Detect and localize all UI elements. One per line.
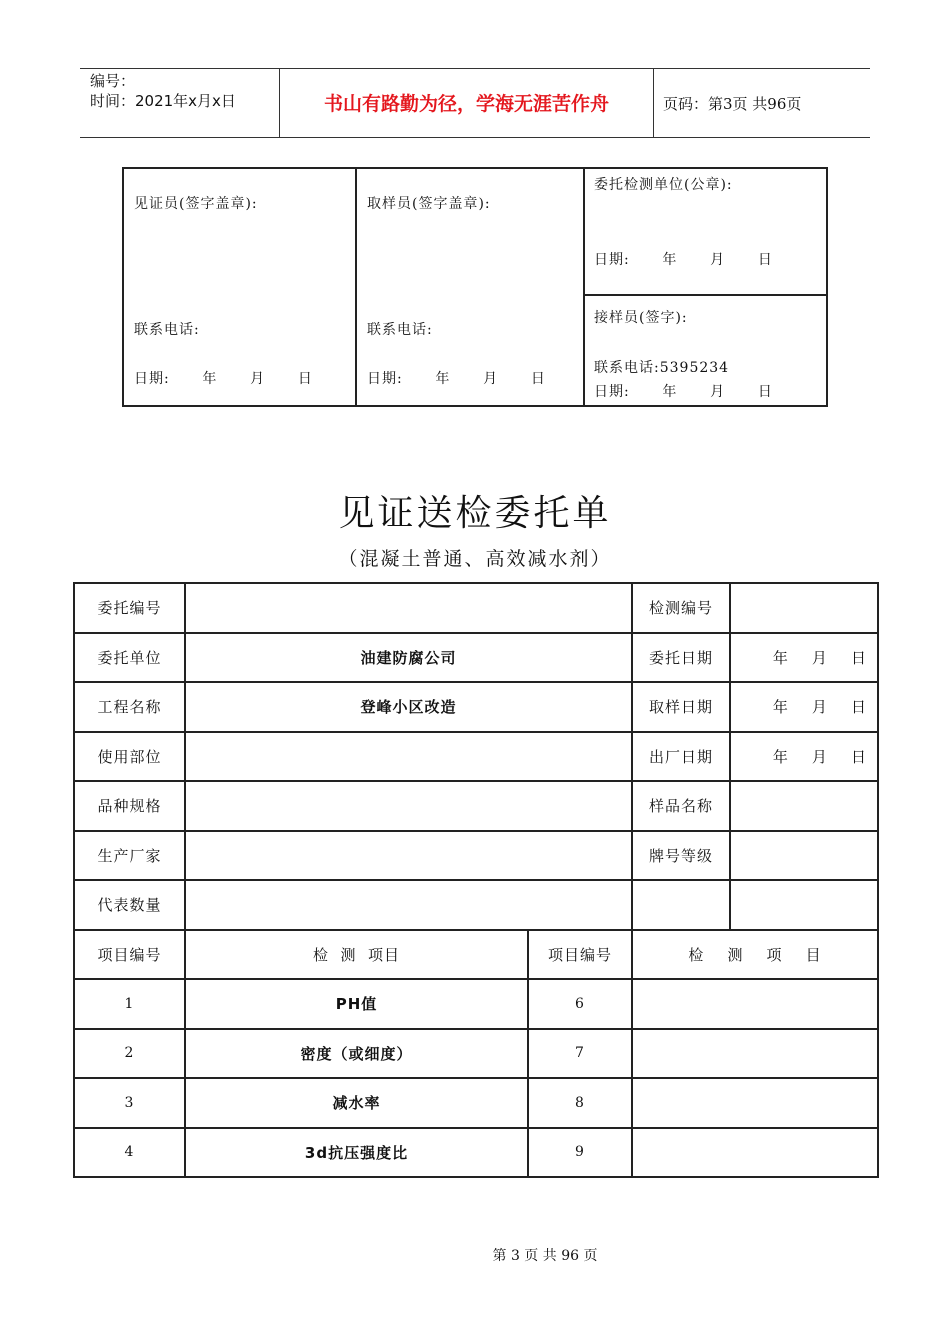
page-header xyxy=(80,68,870,138)
test-unit-label: 委托检测单位(公章): xyxy=(594,177,733,193)
items-header-row xyxy=(74,930,878,980)
quantity-field[interactable] xyxy=(185,880,632,930)
project-label: 工程名称 xyxy=(74,682,185,732)
commission-date-label: 委托日期 xyxy=(632,633,730,683)
usage-label: 使用部位 xyxy=(74,732,185,782)
spec-label: 品种规格 xyxy=(74,781,185,831)
item-no: 3 xyxy=(74,1078,185,1128)
item-name: PH值 xyxy=(185,979,528,1029)
factory-date-field[interactable]: 年 月 日 xyxy=(730,732,878,782)
form-row xyxy=(74,633,878,683)
receiver-label: 接样员(签字): xyxy=(594,310,688,326)
time-label: 时间：2021年x月x日 xyxy=(90,92,236,110)
commission-no-label: 委托编号 xyxy=(74,583,185,633)
item-no: 2 xyxy=(74,1029,185,1079)
witness-date: 日期: 年 月 日 xyxy=(134,371,313,387)
page-footer: 第 3 页 共 96 页 xyxy=(492,1248,598,1264)
test-unit-date: 日期: 年 月 日 xyxy=(594,252,773,268)
item-name-header: 检 测 项目 xyxy=(185,930,528,980)
client-field[interactable]: 油建防腐公司 xyxy=(185,633,632,683)
signature-box xyxy=(122,167,828,407)
sample-date-label: 取样日期 xyxy=(632,682,730,732)
item-row xyxy=(74,979,878,1029)
usage-field[interactable] xyxy=(185,732,632,782)
form-row xyxy=(74,781,878,831)
item-name2[interactable] xyxy=(632,1029,878,1079)
factory-date-label: 出厂日期 xyxy=(632,732,730,782)
blank-cell[interactable] xyxy=(632,880,730,930)
header-page-info: 页码：第3页 共96页 xyxy=(663,95,802,113)
item-name: 3d抗压强度比 xyxy=(185,1128,528,1178)
item-no-header: 项目编号 xyxy=(74,930,185,980)
item-name2[interactable] xyxy=(632,1078,878,1128)
form-row xyxy=(74,831,878,881)
commission-date-field[interactable]: 年 月 日 xyxy=(730,633,878,683)
client-label: 委托单位 xyxy=(74,633,185,683)
sampler-phone: 联系电话: xyxy=(367,322,433,338)
commission-no-field[interactable] xyxy=(185,583,632,633)
spec-field[interactable] xyxy=(185,781,632,831)
brand-field[interactable] xyxy=(730,831,878,881)
code-label: 编号： xyxy=(90,72,136,90)
witness-label: 见证员(签字盖章): xyxy=(134,196,258,212)
divider xyxy=(583,294,826,296)
item-name2[interactable] xyxy=(632,1128,878,1178)
quantity-label: 代表数量 xyxy=(74,880,185,930)
receiver-phone: 联系电话:5395234 xyxy=(594,360,730,376)
receiver-date: 日期: 年 月 日 xyxy=(594,384,773,400)
divider xyxy=(583,169,585,405)
item-row xyxy=(74,1078,878,1128)
page-title: 见证送检委托单 xyxy=(338,493,612,534)
item-no2: 7 xyxy=(528,1029,632,1079)
item-name2-header: 检 测 项 目 xyxy=(632,930,878,980)
witness-phone: 联系电话: xyxy=(134,322,200,338)
item-row xyxy=(74,1029,878,1079)
item-name: 密度（或细度） xyxy=(185,1029,528,1079)
maker-label: 生产厂家 xyxy=(74,831,185,881)
item-no2-header: 项目编号 xyxy=(528,930,632,980)
item-no2: 8 xyxy=(528,1078,632,1128)
form-row xyxy=(74,682,878,732)
item-name: 减水率 xyxy=(185,1078,528,1128)
sampler-date: 日期: 年 月 日 xyxy=(367,371,546,387)
item-name2[interactable] xyxy=(632,979,878,1029)
blank-cell[interactable] xyxy=(730,880,878,930)
brand-label: 牌号等级 xyxy=(632,831,730,881)
form-row xyxy=(74,583,878,633)
item-no2: 9 xyxy=(528,1128,632,1178)
project-field[interactable]: 登峰小区改造 xyxy=(185,682,632,732)
page-subtitle: （混凝土普通、高效减水剂） xyxy=(338,548,612,570)
test-no-field[interactable] xyxy=(730,583,878,633)
form-row xyxy=(74,732,878,782)
divider xyxy=(355,169,357,405)
sample-name-field[interactable] xyxy=(730,781,878,831)
item-no2: 6 xyxy=(528,979,632,1029)
header-motto: 书山有路勤为径，学海无涯苦作舟 xyxy=(280,69,654,137)
item-row xyxy=(74,1128,878,1178)
header-meta xyxy=(80,69,280,137)
sample-date-field[interactable]: 年 月 日 xyxy=(730,682,878,732)
item-no: 4 xyxy=(74,1128,185,1178)
sampler-label: 取样员(签字盖章): xyxy=(367,196,491,212)
sample-name-label: 样品名称 xyxy=(632,781,730,831)
commission-form xyxy=(73,582,879,1178)
maker-field[interactable] xyxy=(185,831,632,881)
form-row xyxy=(74,880,878,930)
test-no-label: 检测编号 xyxy=(632,583,730,633)
item-no: 1 xyxy=(74,979,185,1029)
